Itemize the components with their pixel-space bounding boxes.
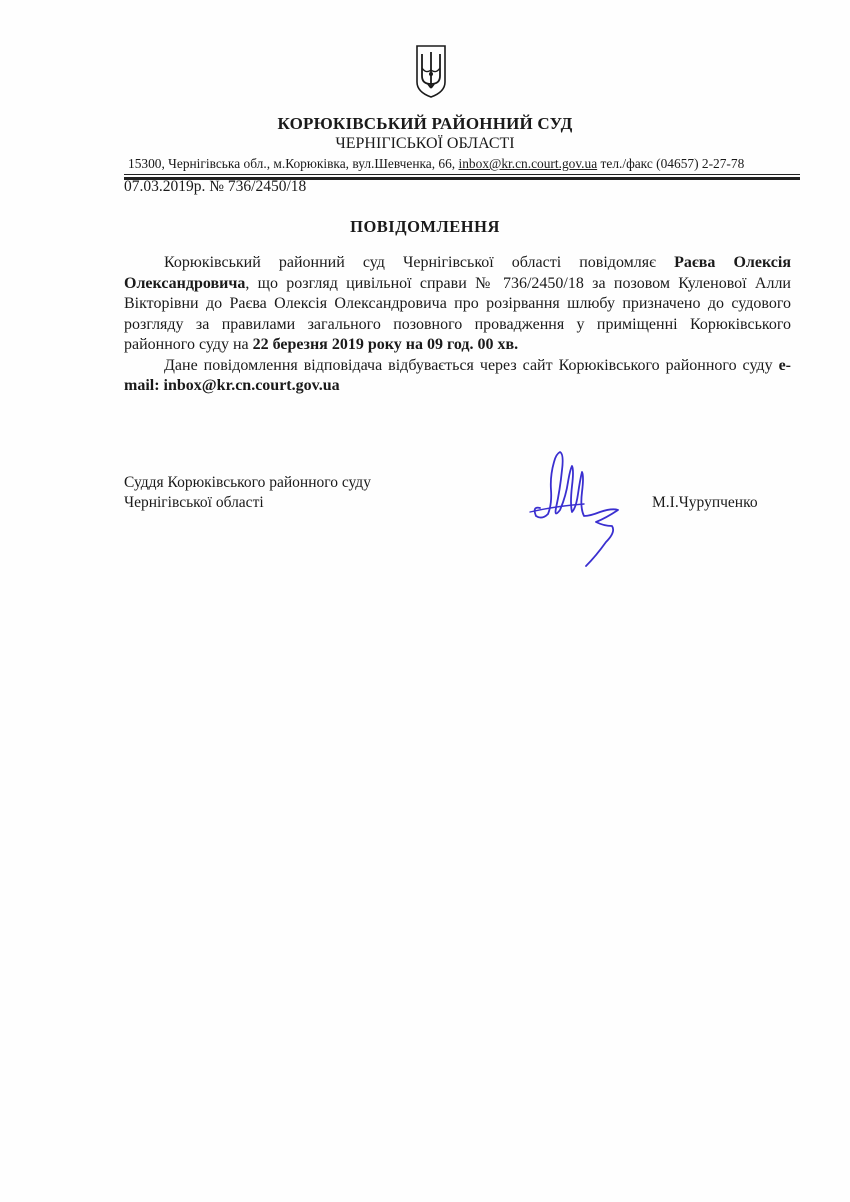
handwritten-signature — [526, 446, 626, 571]
court-name: КОРЮКІВСЬКИЙ РАЙОННИЙ СУД — [277, 114, 573, 133]
p1-text-1: Корюківський районний суд Чернігівської області повідомляє — [164, 254, 675, 271]
judge-title — [124, 473, 371, 513]
court-region: ЧЕРНІГІСЬКОЇ ОБЛАСТІ — [335, 135, 515, 152]
court-address — [128, 156, 808, 172]
p1-text-2: , що розгляд цивільної справи № 736/2450/18 за позовом Куленової Алли Вікторівни до Раєва Олексія Олександровича про розірвання шлюбу призначено до судового розгляду за правилами загального позовного провадження у приміщенні Корюківського районного суду на — [124, 274, 791, 353]
document-reference: 07.03.2019р. № 736/2450/18 — [124, 178, 307, 195]
judge-title-line1: Суддя Корюківського районного суду — [124, 474, 371, 491]
hearing-datetime: 22 березня 2019 року на 09 год. 00 хв. — [252, 336, 519, 353]
document-body — [124, 253, 791, 397]
defendant-name: Раєва Олексія Олександровича — [124, 254, 792, 292]
judge-title-line2: Чернігівської області — [124, 494, 264, 511]
paragraph-main — [124, 253, 791, 356]
coat-of-arms-icon — [414, 44, 448, 98]
p2-text-1: Дане повідомлення відповідача відбувається через сайт Корюківського районного суду — [164, 356, 779, 374]
address-phone: тел./факс (04657) 2-27-78 — [597, 156, 745, 171]
address-text: 15300, Чернігівська обл., м.Корюківка, вул.Шевченка, 66, — [128, 156, 459, 171]
paragraph-notice — [124, 356, 791, 397]
address-email-link[interactable]: inbox@kr.cn.court.gov.ua — [458, 156, 598, 171]
judge-name: М.І.Чурупченко — [652, 494, 758, 511]
notice-email: e-mail: inbox@kr.cn.court.gov.ua — [124, 356, 791, 394]
document-title: ПОВІДОМЛЕННЯ — [350, 217, 500, 236]
header-divider-thin — [124, 174, 800, 175]
